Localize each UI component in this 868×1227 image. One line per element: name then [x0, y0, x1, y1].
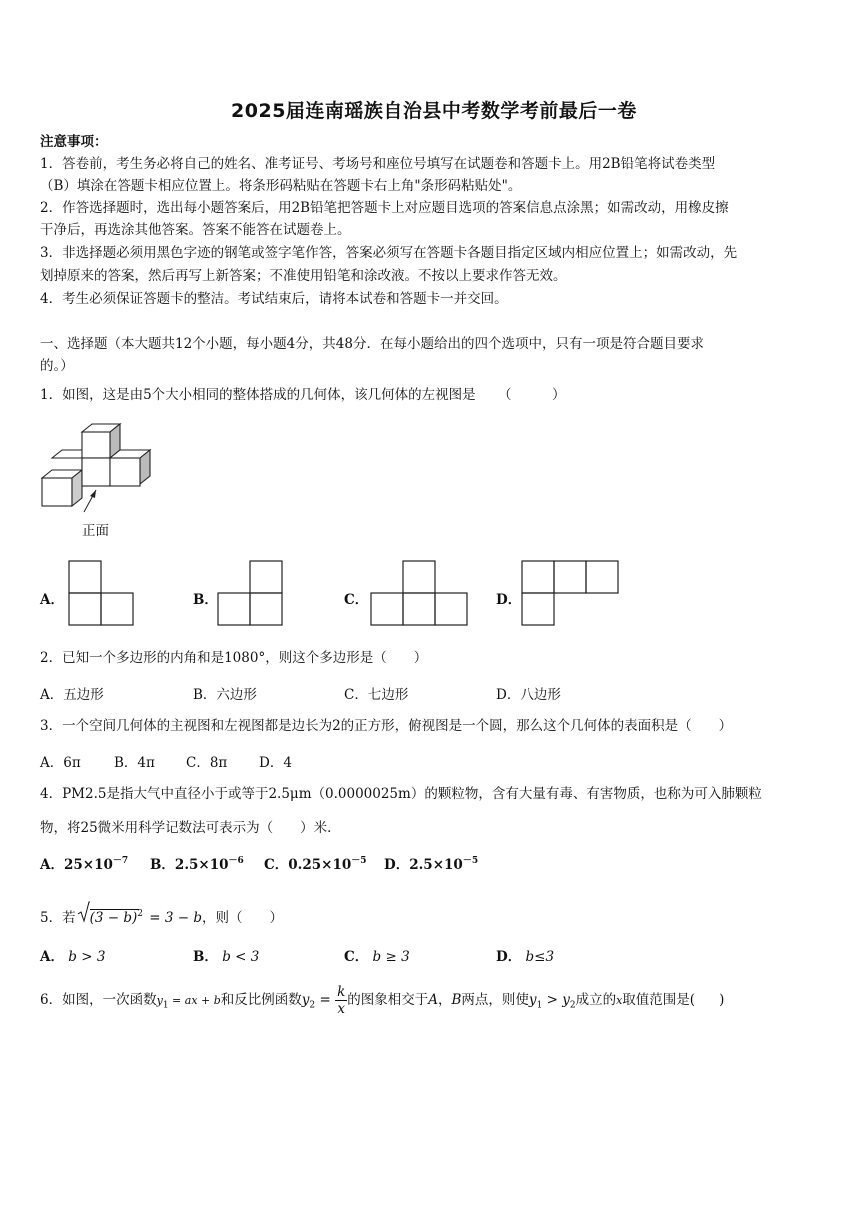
notice-line: 4．考生必须保证答题卡的整洁。考试结束后，请将本试卷和答题卡一并交回。	[40, 291, 508, 307]
section-heading: 一、选择题（本大题共12个小题，每小题4分，共48分．在每小题给出的四个选项中，只有一项是符合题目要求	[40, 336, 704, 352]
question-2-option: B．六边形	[193, 687, 257, 703]
question-2-option: D．八边形	[496, 687, 561, 703]
question-5-stem: 5．若 $(3 - b)^2 = 3 - b$，则（ ）	[40, 903, 283, 929]
option-b-figure	[217, 560, 283, 626]
question-3-option: A．6π	[40, 755, 81, 771]
question-5-option-a: A． b > 3	[40, 949, 106, 965]
option-b-label: B．	[193, 592, 218, 608]
notice-line: 划掉原来的答案，然后再写上新答案；不准使用铅笔和涂改液。不按以上要求作答无效。	[40, 268, 567, 284]
question-4-option-a: A．$25\times 10^{-7}$	[40, 856, 129, 873]
question-3-option: B．4π	[114, 755, 155, 771]
question-2-option: A．五边形	[40, 687, 104, 703]
question-5-option-d: D． b≤3	[496, 949, 555, 965]
question-3-stem: 3．一个空间几何体的主视图和左视图都是边长为2的正方形，俯视图是一个圆，那么这个几何体的表面积是（ ）	[40, 718, 733, 734]
sqrt-icon	[78, 901, 90, 923]
question-5-option-c: C． b ≥ 3	[344, 949, 410, 965]
question-4-option-b: B．$2.5\times 10^{-6}$	[150, 856, 244, 873]
option-a-label: A．	[40, 592, 64, 608]
option-c-label: C．	[344, 592, 369, 608]
section-heading-cont: 的。）	[40, 358, 74, 374]
notice-line: 3．非选择题必须用黑色字迹的钢笔或签字笔作答，答案必须写在答题卡各题目指定区域内相应位置上；如需改动，先	[40, 245, 738, 261]
question-4-stem-cont: 物，将25微米用科学记数法可表示为（ ）米．	[40, 820, 341, 836]
notice-line: 2．作答选择题时，选出每小题答案后，用2B铅笔把答题卡上对应题目选项的答案信息点涂黑；如需改动，用橡皮擦	[40, 200, 729, 216]
notice-line: 干净后，再选涂其他答案。答案不能答在试题卷上。	[40, 222, 351, 238]
question-3-option: D．4	[259, 755, 292, 771]
sqrt-expression: $(3 - b)^2$	[78, 903, 145, 929]
question-1-text: 1．如图，这是由5个大小相同的整体搭成的几何体，该几何体的左视图是	[40, 387, 476, 403]
option-d-label: D．	[496, 592, 522, 608]
question-5-option-b: B． b < 3	[193, 949, 260, 965]
question-2-option: C．七边形	[344, 687, 409, 703]
notice-heading: 注意事项：	[40, 134, 108, 150]
fraction-k-over-x: $\frac{k}{x}$	[337, 984, 346, 1017]
option-c-figure	[370, 560, 468, 626]
cube-figure	[38, 420, 168, 530]
front-view-label: 正面	[82, 523, 109, 539]
question-3-option: C．8π	[186, 755, 228, 771]
question-1-stem	[40, 384, 565, 406]
option-d-figure	[521, 560, 619, 626]
notice-line: 1．答卷前，考生务必将自己的姓名、准考证号、考场号和座位号填写在试题卷和答题卡上。用2B铅笔将试卷类型	[40, 156, 716, 172]
option-a-figure	[68, 560, 134, 626]
question-4-option-d: D．$2.5\times 10^{-5}$	[384, 856, 479, 873]
question-6-stem: 6．如图，一次函数$y_1$ = ax + b和反比例函数$y_2$ = $\frac{k}{x}$ 的图象相交于A，B两点，则使$y_1 > y_2$成立的x取值范围是( )	[40, 984, 725, 1017]
question-4-stem: 4．PM2.5是指大气中直径小于或等于2.5μm（0.0000025m）的颗粒物，含有大量有毒、有害物质，也称为可入肺颗粒	[40, 786, 762, 802]
question-4-option-c: C．$0.25\times 10^{-5}$	[264, 856, 367, 873]
answer-paren: （ ）	[497, 387, 566, 403]
question-2-stem: 2．已知一个多边形的内角和是1080°，则这个多边形是（ ）	[40, 650, 428, 666]
exam-title: 2025届连南瑶族自治县中考数学考前最后一卷	[231, 100, 637, 122]
notice-line: （B）填涂在答题卡相应位置上。将条形码粘贴在答题卡右上角"条形码粘贴处"。	[40, 178, 522, 194]
